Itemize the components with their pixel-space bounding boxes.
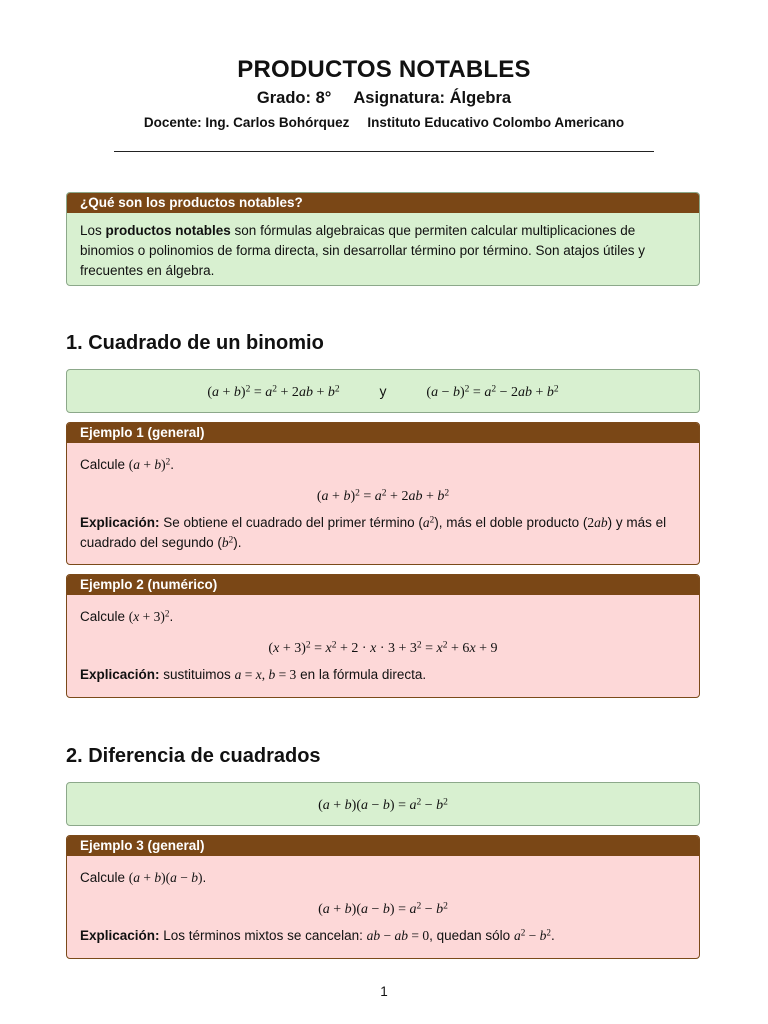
example3-explanation: Explicación: Los términos mixtos se cancelan: ab − ab = 0, quedan sólo $a^2 - b^2$.	[80, 927, 555, 943]
institute-label: Instituto Educativo Colombo Americano	[367, 115, 625, 130]
formula-difference-of-squares: $(a + b)(a - b) = a^2 - b^2$	[318, 797, 448, 813]
section1-title: 1. Cuadrado de un binomio	[66, 332, 324, 354]
teacher-institute-line	[0, 115, 768, 130]
example3-equation: $(a + b)(a - b) = a^2 - b^2$	[318, 901, 448, 917]
grade-label: Grado: 8°	[256, 89, 332, 107]
formula-box-binomial-square	[66, 369, 700, 413]
example2-explanation: Explicación: sustituimos a = x, b = 3 en la fórmula directa.	[80, 667, 427, 682]
example1-equation: $(a + b)^2 = a^2 + 2ab + b^2$	[316, 488, 450, 504]
document-title: PRODUCTOS NOTABLES	[237, 56, 531, 83]
example2-equation: $(x + 3)^2 = x^2 + 2 \cdot x \cdot 3 + 3^2 = x^2 + 6x + 9$	[268, 640, 498, 656]
teacher-label: Docente: Ing. Carlos Bohórquez	[143, 115, 350, 130]
intro-bold-term: productos notables	[105, 223, 231, 238]
intro-text: Los productos notables son fórmulas algebraicas que permiten calcular multiplicaciones de binomios o polinomios de forma directa, sin desarrollar término por término. Son atajos útiles y frecuentes en álgebra.	[80, 223, 646, 278]
example1-prompt: Calcule $(a + b)^2$.	[80, 456, 175, 472]
formula-sum-square: $(a + b)^2 = a^2 + 2ab + b^2$	[207, 384, 340, 400]
example1-heading: Ejemplo 1 (general)	[67, 423, 699, 443]
intro-box	[66, 192, 700, 286]
formula-box-difference-of-squares	[66, 782, 700, 826]
section2-title: 2. Diferencia de cuadrados	[66, 745, 321, 767]
example1-explanation: Explicación: Se obtiene el cuadrado del primer término $(a^2)$, más el doble producto (2ab) y más el cuadrado del segundo $(b^2)$.	[80, 514, 667, 550]
example2-heading: Ejemplo 2 (numérico)	[67, 575, 699, 595]
example3-box	[66, 835, 700, 959]
example3-heading: Ejemplo 3 (general)	[67, 836, 699, 856]
formula-difference-square: $(a - b)^2 = a^2 - 2ab + b^2$	[426, 384, 559, 400]
header-divider	[114, 151, 654, 152]
intro-heading: ¿Qué son los productos notables?	[67, 193, 699, 213]
formula-connector: y	[379, 383, 387, 399]
subject-label: Asignatura: Álgebra	[353, 89, 512, 107]
grade-subject-line	[0, 89, 768, 108]
page-number: 1	[380, 984, 388, 999]
example2-prompt: Calcule $(x + 3)^2$.	[80, 608, 174, 624]
example2-box	[66, 574, 700, 698]
example3-prompt: Calcule (a + b)(a − b).	[80, 870, 207, 885]
example1-box	[66, 422, 700, 565]
